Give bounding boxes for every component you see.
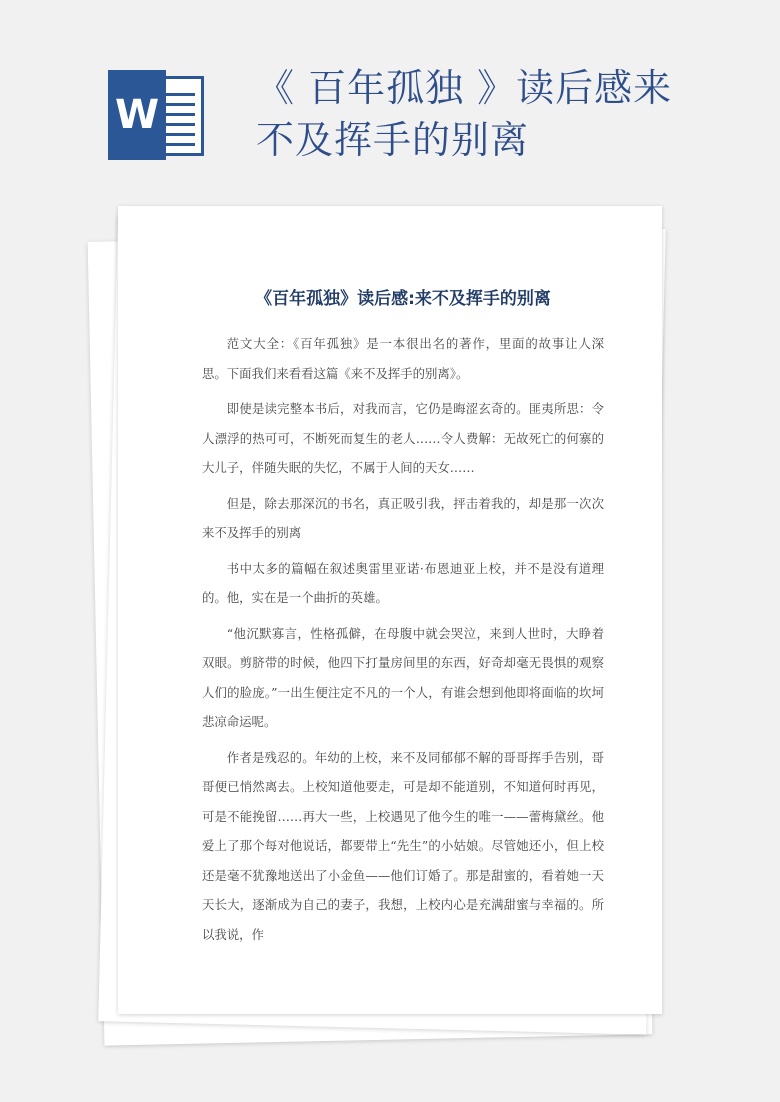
word-doc-icon	[108, 70, 208, 160]
paragraph: “他沉默寡言，性格孤僻，在母腹中就会哭泣，来到人世时，大睁着双眼。剪脐带的时候，他四下打量房间里的东西，好奇却毫无畏惧的观察人们的脸庞。”一出生便注定不凡的一个人，有谁会想到他即将面临的坎坷悲凉命运呢。	[202, 625, 604, 729]
banner-title: 《 百年孤独 》读后感来不及挥手的别离	[256, 66, 673, 162]
paragraph: 即使是读完整本书后，对我而言，它仍是晦涩玄奇的。匪夷所思：令人漂浮的热可可，不断死而复生的老人……令人费解：无故死亡的何寨的大儿子，伴随失眠的失忆，不属于人间的天女……	[202, 401, 604, 475]
document-body	[202, 284, 604, 955]
document-page	[118, 206, 662, 1014]
banner	[0, 0, 780, 200]
word-logo-letter: W	[108, 70, 166, 160]
paragraph: 但是，除去那深沉的书名，真正吸引我，抨击着我的，却是那一次次来不及挥手的别离	[202, 495, 604, 540]
paragraph: 作者是残忍的。年幼的上校，来不及同郁郁不解的哥哥挥手告别，哥哥便已悄然离去。上校知道他要走，可是却不能道别，不知道何时再见，可是不能挽留……再大一些，上校遇见了他今生的唯一——蕾梅黛丝。他爱上了那个每对他说话，都要带上“先生”的小姑娘。尽管她还小，但上校还是毫不犹豫地送出了小金鱼——他们订婚了。那是甜蜜的，看着她一天天长大，逐渐成为自己的妻子，我想，上校内心是充满甜蜜与幸福的。所以我说，作	[202, 749, 604, 942]
document-title: 《百年孤独》读后感:来不及挥手的别离	[255, 289, 551, 309]
paragraph: 书中太多的篇幅在叙述奥雷里亚诺·布恩迪亚上校，并不是没有道理的。他，实在是一个曲折的英雄。	[202, 560, 604, 605]
paragraph: 范文大全：《百年孤独》是一本很出名的著作，里面的故事让人深思。下面我们来看看这篇《来不及挥手的别离》。	[202, 336, 604, 381]
